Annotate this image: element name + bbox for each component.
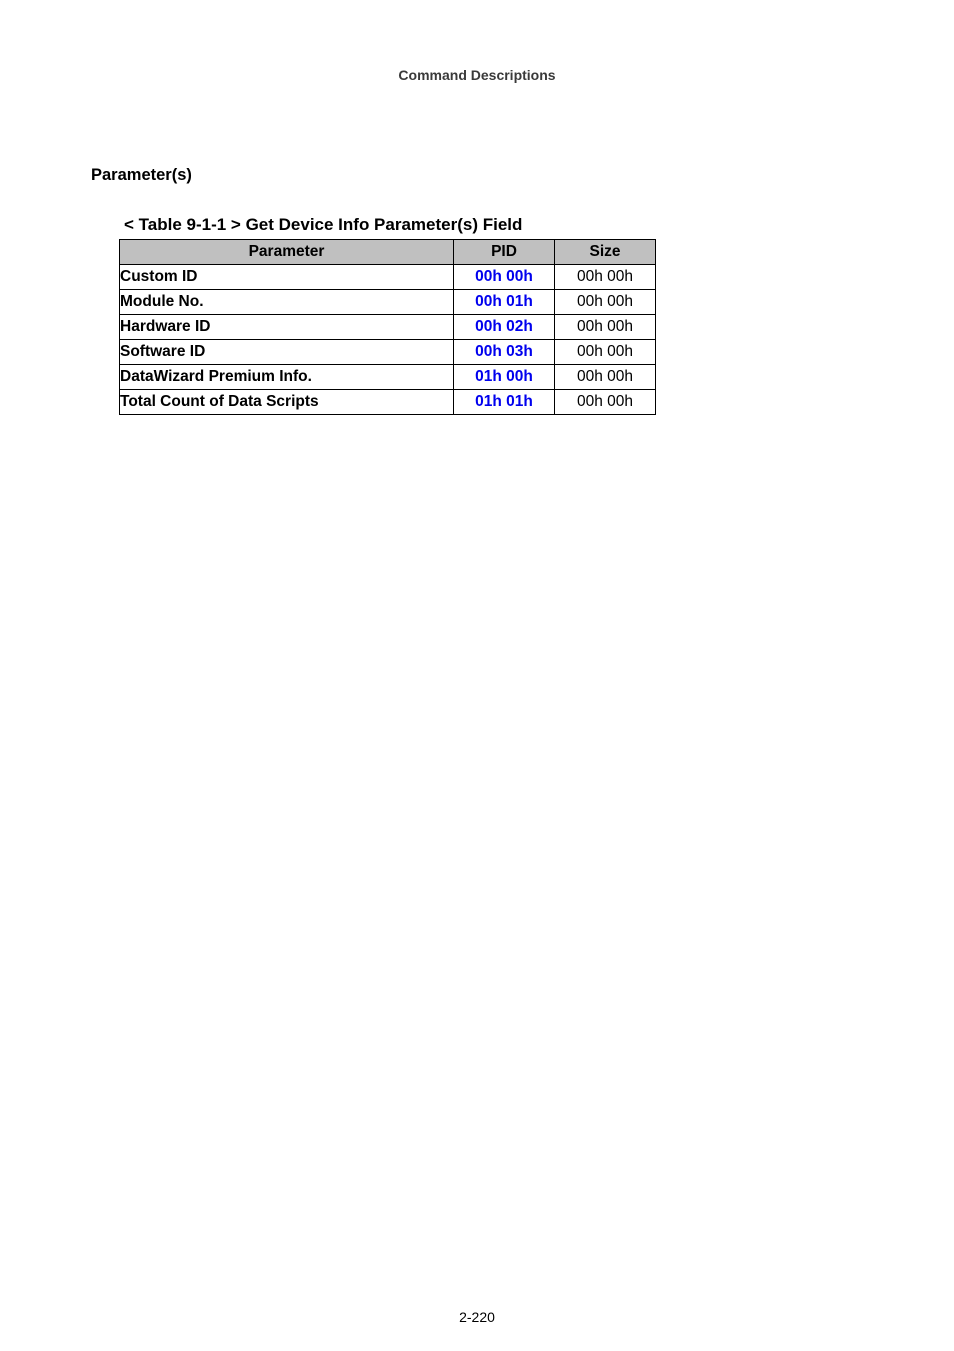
page-number: 2-220: [459, 1309, 495, 1325]
table-row: [120, 390, 656, 415]
table-row: [120, 315, 656, 340]
parameter-cell: Hardware ID: [120, 315, 454, 340]
parameter-cell: Module No.: [120, 290, 454, 315]
pid-cell: 00h 01h: [454, 290, 555, 315]
column-header-parameter: Parameter: [120, 240, 454, 265]
pid-cell: 01h 01h: [454, 390, 555, 415]
column-header-pid: PID: [454, 240, 555, 265]
size-cell: 00h 00h: [555, 390, 656, 415]
parameter-cell: Software ID: [120, 340, 454, 365]
table-row: [120, 340, 656, 365]
parameter-cell: DataWizard Premium Info.: [120, 365, 454, 390]
table-header-row: [120, 240, 656, 265]
section-heading: Parameter(s): [91, 166, 192, 184]
size-cell: 00h 00h: [555, 290, 656, 315]
table-row: [120, 265, 656, 290]
column-header-size: Size: [555, 240, 656, 265]
table-caption: < Table 9-1-1 > Get Device Info Parameter(s) Field: [124, 215, 523, 234]
size-cell: 00h 00h: [555, 315, 656, 340]
table-row: [120, 290, 656, 315]
pid-cell: 00h 03h: [454, 340, 555, 365]
size-cell: 00h 00h: [555, 365, 656, 390]
size-cell: 00h 00h: [555, 265, 656, 290]
running-header: Command Descriptions: [398, 67, 556, 83]
size-cell: 00h 00h: [555, 340, 656, 365]
pid-cell: 00h 00h: [454, 265, 555, 290]
parameter-cell: Total Count of Data Scripts: [120, 390, 454, 415]
parameter-table: [119, 239, 656, 415]
parameter-cell: Custom ID: [120, 265, 454, 290]
table-row: [120, 365, 656, 390]
pid-cell: 01h 00h: [454, 365, 555, 390]
pid-cell: 00h 02h: [454, 315, 555, 340]
